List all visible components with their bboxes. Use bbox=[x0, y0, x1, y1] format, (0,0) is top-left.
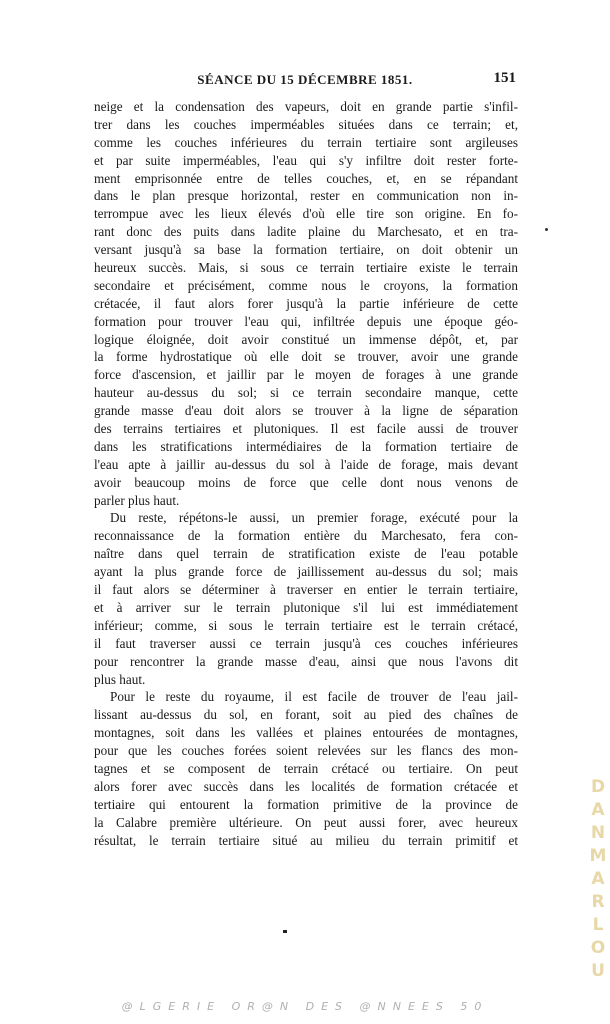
paragraph bbox=[94, 98, 518, 509]
text-line: dans le plan presque horizontal, rester en communication non in- bbox=[94, 188, 518, 204]
text-line: plus haut. bbox=[94, 671, 146, 687]
text-line: la forme hydrostatique où elle doit se trouver, avoir une grande bbox=[94, 349, 518, 365]
text-line: trer dans les couches imperméables situées dans ce terrain; et, bbox=[94, 116, 518, 132]
text-line: formation pour trouver l'eau qui, infiltrée depuis une époque géo- bbox=[94, 313, 518, 329]
text-line: Pour le reste du royaume, il est facile de trouver de l'eau jail- bbox=[110, 689, 518, 705]
text-line: il faut traverser aussi ce terrain jusqu'à ces couches inférieures bbox=[94, 635, 518, 651]
text-line: lissant au-dessus du sol, en forant, soit au pied des chaînes de bbox=[94, 707, 518, 723]
paragraph bbox=[94, 509, 518, 688]
text-line: la Calabre première ultérieure. On peut aussi forer, avec heureux bbox=[94, 814, 518, 830]
text-line: terrompue avec les lieux élevés d'où elle tire son origine. En fo- bbox=[94, 206, 518, 222]
text-line: neige et la condensation des vapeurs, doit en grande partie s'infil- bbox=[94, 99, 518, 114]
margin-mark bbox=[545, 228, 548, 231]
text-line: parler plus haut. bbox=[94, 492, 180, 508]
body-text bbox=[94, 98, 518, 849]
text-line: comme les couches inférieures du terrain tertiaire sont argileuses bbox=[94, 134, 518, 150]
text-line: résultat, le terrain tertiaire situé au milieu du terrain primitif et bbox=[94, 832, 518, 848]
text-line: crétacée, il faut alors forer jusqu'à la partie inférieure de cette bbox=[94, 295, 518, 311]
text-line: avoir beaucoup moins de force que celle dont nous venons de bbox=[94, 474, 518, 490]
text-line: montagnes, soit dans les vallées et plaines entourées de montagnes, bbox=[94, 725, 518, 741]
page-number: 151 bbox=[493, 70, 516, 86]
text-line: pour que les couches forées soient relevées sur les flancs des mon- bbox=[94, 743, 518, 759]
text-line: force d'ascension, et jaillir par le moyen de forages à une grande bbox=[94, 367, 518, 383]
text-line: reconnaissance de la formation entière du Marchesato, fera con- bbox=[94, 528, 518, 544]
text-line: rant donc des puits dans ladite plaine du Marchesato, et en tra- bbox=[94, 224, 518, 240]
text-line: l'eau apte à jaillir au-dessus du sol à l'aide de forage, mais devant bbox=[94, 456, 518, 472]
text-line: naître dans quel terrain de stratification existe de l'eau potable bbox=[94, 546, 518, 562]
text-line: il faut alors se déterminer à traverser en entier le terrain tertiaire, bbox=[94, 582, 518, 598]
text-line: ayant la plus grande force de jaillissement au-dessus du sol; mais bbox=[94, 564, 518, 580]
text-line: et à arriver sur le terrain plutonique s'il lui est immédiatement bbox=[94, 599, 518, 615]
text-line: grande masse d'eau doit alors se trouver à la ligne de séparation bbox=[94, 403, 518, 419]
text-line: hauteur au-dessus du sol; si ce terrain secondaire manque, cette bbox=[94, 385, 518, 401]
text-line: secondaire et précisément, comme nous le croyons, la formation bbox=[94, 277, 518, 293]
page-header bbox=[92, 72, 518, 94]
paragraph bbox=[94, 688, 518, 849]
footer-watermark: @LGERIE OR@N DES @NNEES 50 bbox=[121, 1000, 489, 1013]
text-line: tertiaire qui entourent la formation primitive de la province de bbox=[94, 796, 518, 812]
text-line: des terrains tertiaires et plutoniques. Il est facile aussi de trouver bbox=[94, 421, 518, 437]
text-line: dans les stratifications intermédiaires de la formation tertiaire de bbox=[94, 438, 518, 454]
text-line: heureux succès. Mais, si sous ce terrain tertiaire existe le terrain bbox=[94, 260, 518, 276]
text-line: inférieur; comme, si sous le terrain tertiaire est le terrain crétacé, bbox=[94, 617, 518, 633]
text-line: versant jusqu'à sa base la formation tertiaire, on doit obtenir un bbox=[94, 242, 518, 258]
stray-mark bbox=[283, 930, 287, 933]
text-line: et par suite imperméables, l'eau qui s'y infiltre doit rester forte- bbox=[94, 152, 518, 168]
text-line: ment emprisonnée entre de telles couches, et, en se répandant bbox=[94, 170, 518, 186]
text-line: Du reste, répétons-le aussi, un premier forage, exécuté pour la bbox=[110, 510, 518, 526]
text-line: pour rencontrer la grande masse d'eau, ainsi que nous l'avons dit bbox=[94, 653, 518, 669]
vertical-watermark: DANMARLOU bbox=[589, 777, 607, 981]
text-line: alors forer avec succès dans les localités de formation crétacée et bbox=[94, 778, 518, 794]
running-title: SÉANCE DU 15 DÉCEMBRE 1851. bbox=[197, 72, 413, 87]
text-line: logique éloignée, doit avoir constitué un immense dépôt, et, par bbox=[94, 331, 518, 347]
text-line: tagnes et se composent de terrain crétacé ou tertiaire. On peut bbox=[94, 760, 518, 776]
